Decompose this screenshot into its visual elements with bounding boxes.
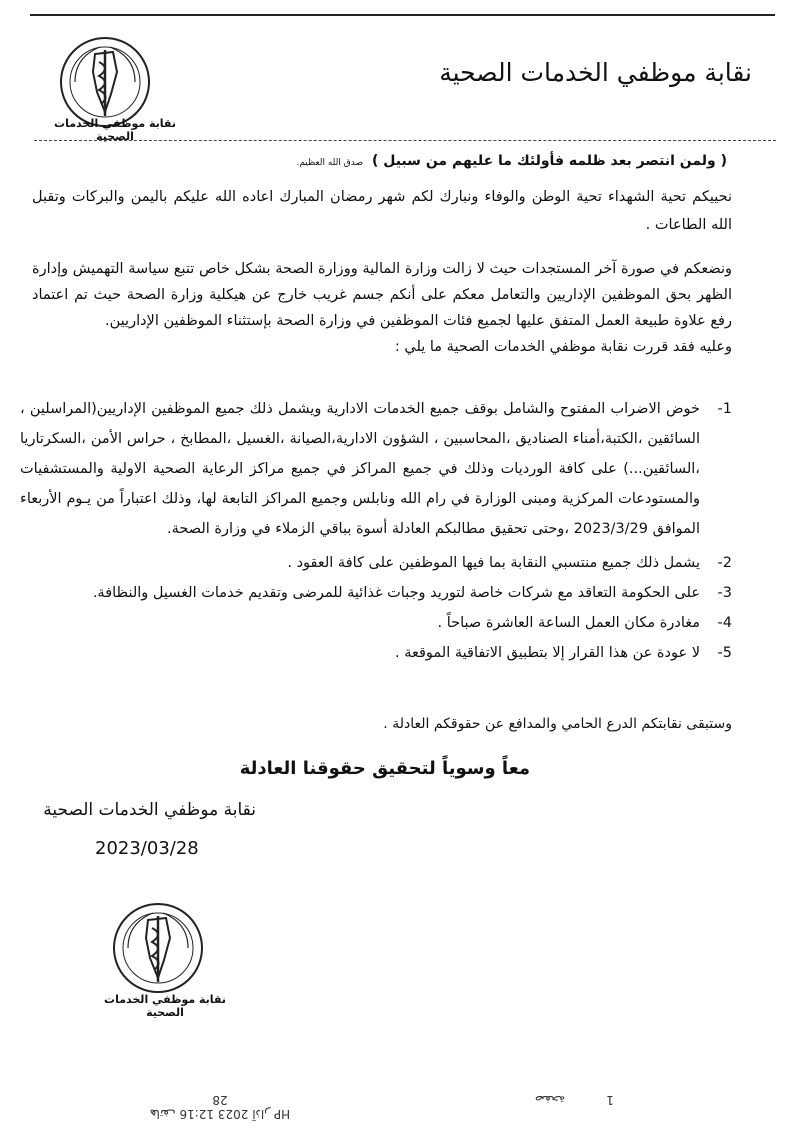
union-stamp [108,898,208,998]
quote-text: ( ولمن انتصر بعد ظلمه فأولئك ما عليهم من سبيل ) [371,153,727,169]
header-title: نقابة موظفي الخدمات الصحية [439,58,752,87]
update-paragraph [32,256,732,360]
quran-quote [87,153,727,169]
list-item [20,638,732,668]
update-text: ونضعكم في صورة آخر المستجدات حيث لا زالت وزارة المالية ووزارة الصحة بشكل خاص تتبع سياسة التهميش وإدارة الظهر بحق الموظفين الإداريين والتعامل معكم على أنكم جسم غريب خارج عن هيكلية وزارة الصحة حيث تم اعتماد رفع علاوة طبيعة العمل المتفق عليها لجميع فئات الموظفين في وزارة الصحة بإستثناء الموظفين الإداريين. [32,261,732,329]
item-number: -5 [717,645,732,661]
fax-stamp: HP هاتف 12:16 2023 آذار 28 [149,1093,291,1121]
decision-intro: وعليه فقد قررت نقابة موظفي الخدمات الصحية ما يلي : [394,339,732,355]
list-item [20,394,732,544]
page-number: 1 [606,1093,614,1107]
slogan: معاً وسوياً لتحقيق حقوقنا العادلة [239,758,530,779]
closing-sentence: وستبقى نقابتكم الدرع الحامي والمدافع عن حقوقكم العادلة . [383,716,732,732]
item-text: مغادرة مكان العمل الساعة العاشرة صباحاً . [437,615,700,631]
stamp-caption: نقابة موظفي الخدمات الصحية [104,993,226,1019]
list-item [20,548,732,578]
item-text: لا عودة عن هذا القرار إلا بتطبيق الاتفاقية الموقعة . [395,645,700,661]
list-item [20,578,732,608]
item-text: على الحكومة التعاقد مع شركات خاصة لتوريد وجبات غذائية للمرضى وتقديم خدمات الغسيل والنظافة. [92,585,700,601]
logo-caption: نقابة موظفي الخدمات الصحية [54,117,176,143]
item-number: -3 [717,585,732,601]
signature-date: 2023/03/28 [95,838,199,859]
footer-mark: صفحة [534,1093,566,1107]
item-number: -4 [717,615,732,631]
item-number: -2 [717,555,732,571]
signature-name: نقابة موظفي الخدمات الصحية [43,800,256,820]
item-text: يشمل ذلك جميع منتسبي النقابة بما فيها الموظفين على كافة العقود . [287,555,700,571]
list-item [20,608,732,638]
quote-suffix: صدق الله العظيم. [296,158,364,168]
top-border-line [30,14,775,16]
item-text: خوض الاضراب المفتوح والشامل بوقف جميع الخدمات الادارية ويشمل ذلك جميع الموظفين الإداريين(المراسلين ، السائقين ،الكتبة،أمناء الصناديق ،المحاسبين ، الشؤون الادارية،الصيانة ،الغسيل ،المطابخ ، حراس الأمن ،السكرتاريا ،السائقين...) على كافة الورديات وذلك في جميع المراكز في جميع مراكز الرعاية الصحية الاولية والمستشفيات والمستودعات المركزية ومبنى الوزارة في رام الله ونابلس وجميع المراكز التابعة لها، وذلك اعتباراً من يـوم الأربعاء الموافق 2023/3/29 ،وحتى تحقيق مطالبكم العادلة أسوة بباقي الزملاء في وزارة الصحة. [20,401,700,537]
greeting-paragraph: نحييكم تحية الشهداء تحية الوطن والوفاء ونبارك لكم شهر رمضان المبارك اعاده الله عليكم باليمن والبركات وتقبل الله الطاعات . [32,189,732,233]
item-number: -1 [717,401,732,417]
decisions-list [20,394,732,668]
header-divider [34,140,776,141]
